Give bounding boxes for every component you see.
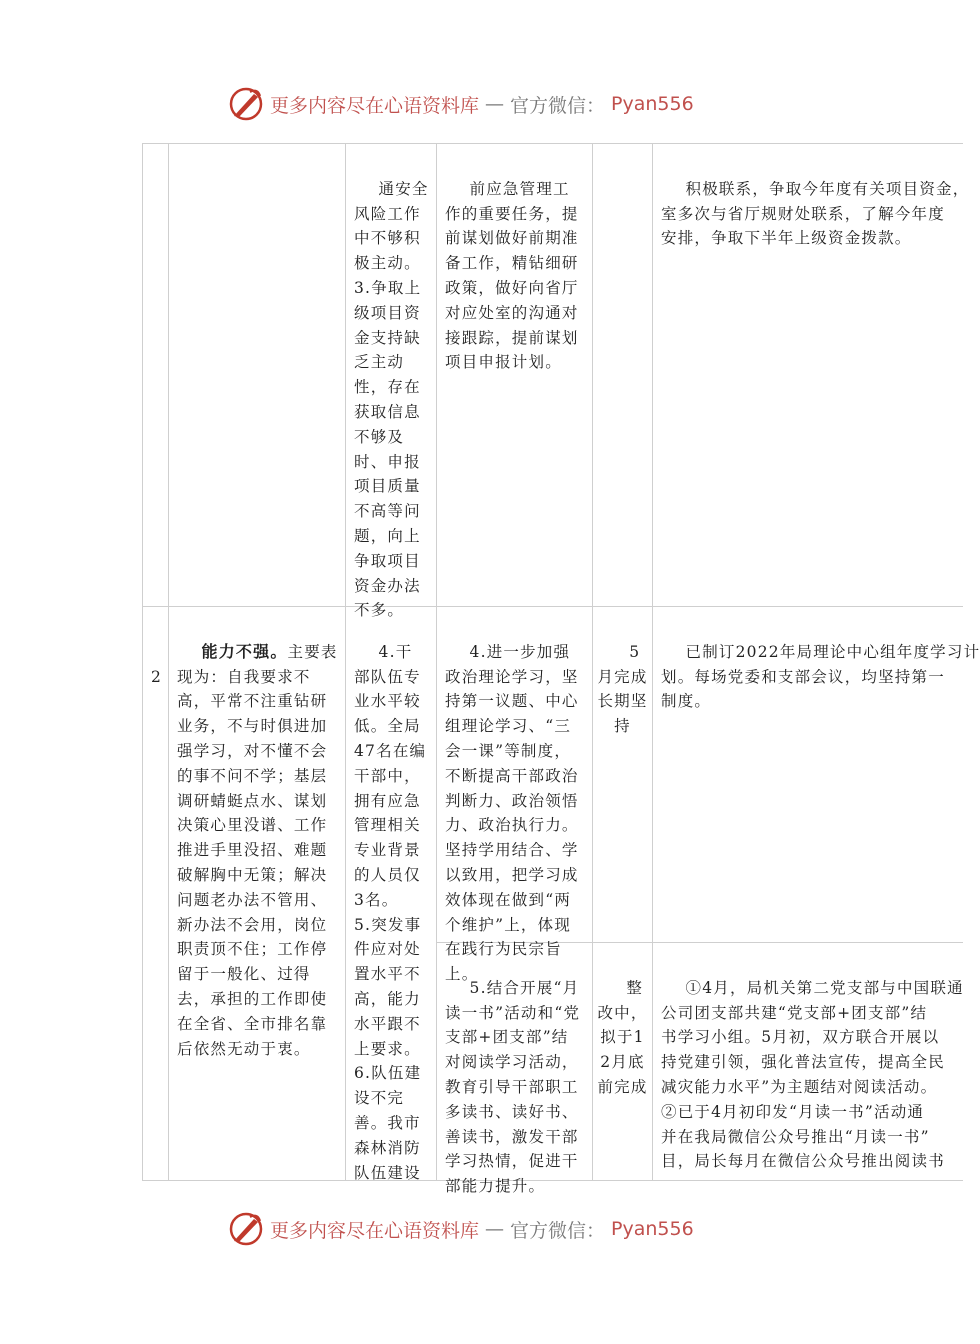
cause-text: 4.干部队伍专业水平较低。全局47名在编干部中，拥有应急管理相关专业背景的人员仅3名。 5.突发事件应对处置水平不高，能力水平跟不上要求。 6.队伍建设不完善。我市森林消防队伍建设 — [354, 642, 427, 1182]
row2-measure-a-cell — [437, 607, 593, 984]
row1-problem-cell — [169, 144, 346, 607]
watermark-label: 官方微信： — [510, 94, 606, 117]
row1-cause-cell — [346, 144, 437, 620]
row-index: 2 — [151, 667, 163, 686]
watermark-site-text: 更多内容尽在心语资料库 — [270, 1219, 480, 1242]
progress-text: ①4月，局机关第二党支部与中国联通 公司团支部共建“党支部+团支部”结 书学习小组。5月初，双方联合开展以 持党建引领，强化普法宣传，提高全民 减灾能力水平”为主题结对阅读活动。 ②已于4月初印发“月读一书”活动通 并在我局微信公众号推出“月读一书” 目，局长每月在微信公众号推出阅读书 — [661, 978, 964, 1171]
row2-progress-b-cell — [653, 943, 963, 1181]
watermark-banner-top — [228, 84, 694, 124]
row1-index-cell — [143, 144, 169, 607]
measure-text: 4.进一步加强政治理论学习，坚持第一议题、中心组理论学习、“三会一课”等制度，不断提高干部政治判断力、政治领悟力、政治执行力。坚持学用结合、学以致用，把学习成效体现在做到“两个维护”上，体现在践行为民宗旨上。 — [445, 642, 579, 984]
problem-title: 能力不强。 — [201, 641, 288, 661]
row2-index-cell — [143, 607, 169, 1181]
watermark-dash: — — [485, 1218, 505, 1240]
row2-cause-cell — [346, 607, 437, 1181]
deadline-text: 整改中，拟于12月底前完成 — [597, 978, 648, 1096]
watermark-banner-bottom — [228, 1209, 694, 1249]
deadline-text: 5月完成 长期坚持 — [597, 642, 648, 736]
row2-deadline-b-cell — [593, 943, 653, 1181]
progress-text: 已制订2022年局理论中心组年度学习计 划。每场党委和支部会议，均坚持第一 制度。 — [661, 642, 980, 711]
row1-measure-cell — [437, 144, 593, 607]
measure-text: 前应急管理工作的重要任务，提前谋划做好前期准备工作，精钻细研政策，做好向省厅对应处室的沟通对接跟踪，提前谋划项目申报计划。 — [445, 179, 579, 372]
rectification-table — [142, 143, 980, 1196]
watermark-label: 官方微信： — [510, 1219, 606, 1242]
row1-deadline-cell — [593, 144, 653, 607]
brush-logo-icon — [228, 86, 264, 122]
row2-deadline-a-cell — [593, 607, 653, 943]
watermark-dash: — — [485, 93, 505, 115]
measure-text: 5.结合开展“月读一书”活动和“党支部+团支部”结对阅读学习活动，教育引导干部职工多读书、读好书、善读书，激发干部学习热情，促进干部能力提升。 — [445, 978, 581, 1196]
row2-problem-cell — [169, 607, 346, 1181]
cause-text: 通安全风险工作中不够积极主动。 3.争取上级项目资金支持缺乏主动性，存在获取信息不够及时、申报项目质量不高等问题，向上争取项目资金办法不多。 — [354, 179, 429, 620]
watermark-site-text: 更多内容尽在心语资料库 — [270, 94, 480, 117]
watermark-handle: Pyan556 — [611, 93, 694, 115]
progress-text: 积极联系，争取今年度有关项目资金， 室多次与省厅规财处联系，了解今年度 安排，争取下半年上级资金拨款。 — [661, 179, 970, 248]
problem-body: 主要表现为：自我要求不高，平常不注重钻研业务，不与时俱进加强学习，对不懂不会的事不问不学；基层调研蜻蜓点水、谋划决策心里没谱、工作推进手里没招、难题破解胸中无策；解决问题老办法不管用、新办法不会用，岗位职责顶不住；工作停留于一般化、过得去，承担的工作即使在全省、全市排名靠后依然无动于衷。 — [177, 642, 338, 1058]
row2-measure-b-cell — [437, 943, 593, 1196]
brush-logo-icon — [228, 1211, 264, 1247]
watermark-handle: Pyan556 — [611, 1218, 694, 1240]
row2-progress-a-cell — [653, 607, 980, 943]
row1-progress-cell — [653, 144, 970, 607]
